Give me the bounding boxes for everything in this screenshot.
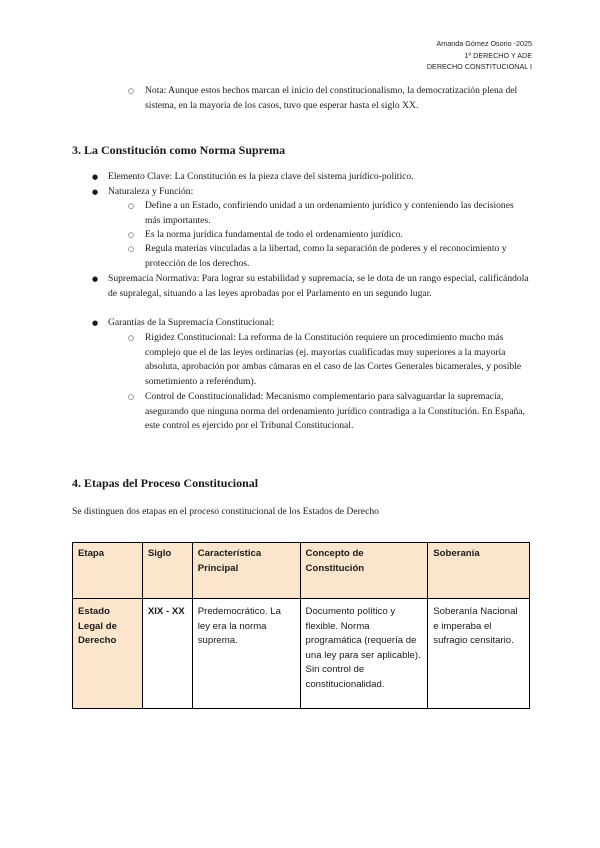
table-header-row <box>73 543 530 599</box>
filled-bullet-icon: ● <box>92 188 99 196</box>
hollow-bullet-icon: ○ <box>128 393 135 401</box>
nature-label: Naturaleza y Función: <box>108 186 194 197</box>
nature-item: Define a un Estado, confiriendo unidad a un ordenamiento jurídico y conteniendo las decisiones más importantes. <box>145 200 514 226</box>
table-cell-characteristic: Predemocrático. La ley era la norma suprema. <box>192 599 300 709</box>
element-key: Elemento Clave: La Constitución es la pieza clave del sistema jurídico-político. <box>108 171 414 182</box>
nature-item: Es la norma jurídica fundamental de todo el ordenamiento jurídico. <box>145 229 403 240</box>
nature-item: Regula materias vinculadas a la libertad, como la separación de poderes y el reconocimiento y protección de los derechos. <box>145 243 507 269</box>
hollow-bullet-icon: ○ <box>128 245 135 253</box>
table-cell-concept: Documento político y flexible. Norma programática (requería de una ley para ser aplicable). Sin control de constitucionalidad. <box>300 599 428 709</box>
supremacy: Supremacía Normativa: Para lograr su estabilidad y supremacía, se le dota de un rango especial, calificándola de supralegal, situando a las leyes aprobadas por el Parlamento en un segundo lugar. <box>108 273 529 299</box>
table-cell-stage: Estado Legal de Derecho <box>73 599 143 709</box>
stages-table <box>72 542 530 709</box>
table-cell-sovereignty: Soberanía Nacional e imperaba el sufragio censitario. <box>428 599 530 709</box>
section-4-title: 4. Etapas del Proceso Constitucional <box>72 476 259 490</box>
hollow-bullet-icon: ○ <box>128 202 135 210</box>
document-header <box>427 38 532 73</box>
header-author: Amanda Gómez Osorio -2025 <box>436 39 532 48</box>
filled-bullet-icon: ● <box>92 319 99 327</box>
header-course: 1º DERECHO Y ADE <box>464 50 532 60</box>
guarantee-item: Rigidez Constitucional: La reforma de la Constitución requiere un procedimiento mucho más complejo que el de las leyes ordinarias (ej. mayorías cualificadas muy superiores a la mayoría absoluta, aprobación por ambas cámaras en el caso de las Cortes Generales bicamerales, y posible sometimiento a referéndum). <box>145 332 522 387</box>
table-row <box>73 599 530 709</box>
filled-bullet-icon: ● <box>92 275 99 283</box>
guarantee-item: Control de Constitucionalidad: Mecanismo complementario para salvaguardar la supremacía, asegurando que ninguna norma del ordenamiento jurídico contradiga a la Constitución. En España, este control es ejercido por el Tribunal Constitucional. <box>145 391 525 432</box>
header-subject: DERECHO CONSTITUCIONAL I <box>426 62 532 71</box>
column-header: Concepto de Constitución <box>300 543 428 599</box>
hollow-bullet-icon: ○ <box>128 87 135 95</box>
intro-note: Nota: Aunque estos hechos marcan el inicio del constitucionalismo, la democratización plena del sistema, en la mayoría de los casos, tuvo que esperar hasta el siglo XX. <box>145 85 518 111</box>
hollow-bullet-icon: ○ <box>128 334 135 342</box>
column-header: Característica Principal <box>192 543 300 599</box>
column-header: Siglo <box>142 543 192 599</box>
hollow-bullet-icon: ○ <box>128 231 135 239</box>
table-cell-century: XIX - XX <box>142 599 192 709</box>
column-header: Soberanía <box>428 543 530 599</box>
guarantees-label: Garantías de la Supremacía Constitucional: <box>108 317 275 328</box>
column-header: Etapa <box>73 543 143 599</box>
section-4-intro: Se distinguen dos etapas en el proceso constitucional de los Estados de Derecho <box>72 506 379 517</box>
section-3-title: 3. La Constitución como Norma Suprema <box>72 143 286 157</box>
filled-bullet-icon: ● <box>92 173 99 181</box>
